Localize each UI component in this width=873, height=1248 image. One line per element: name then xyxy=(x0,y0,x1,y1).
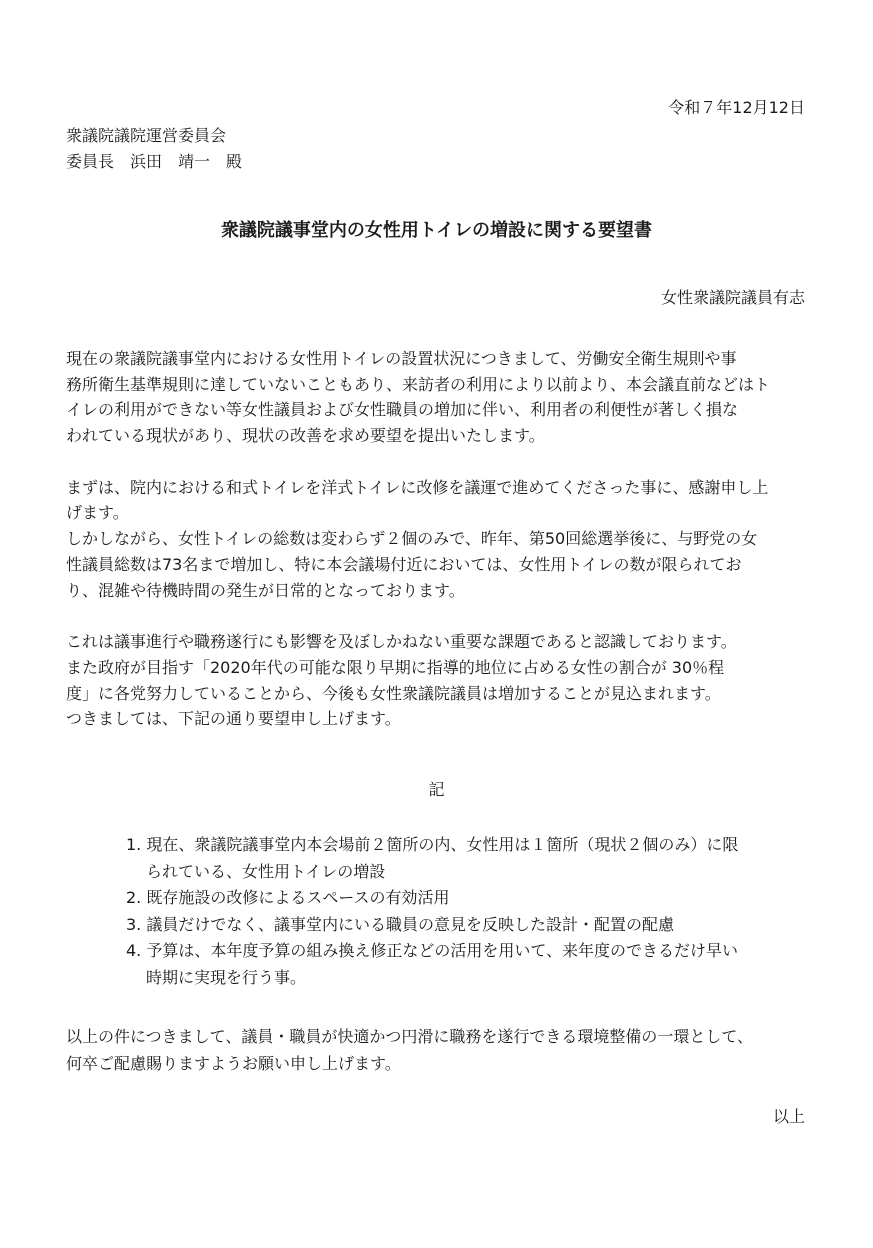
request-item-3 xyxy=(126,912,816,939)
request-item-2 xyxy=(126,885,816,912)
text-line: 性議員総数は73名まで増加し、特に本会議場付近においては、女性用トイレの数が限られてお xyxy=(66,554,742,574)
document-title: 衆議院議事堂内の女性用トイレの増設に関する要望書 xyxy=(220,220,653,241)
text-line: しかしながら、女性トイレの総数は変わらず２個のみで、昨年、第50回総選挙後に、与野党の女 xyxy=(66,529,758,549)
text-line: げます。 xyxy=(66,503,129,523)
request-line: 4. 予算は、本年度予算の組み換え修正などの活用を用いて、来年度のできるだけ早い xyxy=(126,941,739,960)
paragraph-2 xyxy=(66,475,806,603)
paragraph-3 xyxy=(66,629,806,732)
text-line: 何卒ご配慮賜りますようお願い申し上げます。 xyxy=(66,1054,401,1073)
ki-heading: 記 xyxy=(428,780,445,799)
text-line: り、混雑や待機時間の発生が日常的となっております。 xyxy=(66,580,465,600)
document-date: 令和７年12月12日 xyxy=(668,98,805,117)
paragraph-1 xyxy=(66,346,806,449)
text-line: イレの利用ができない等女性議員および女性職員の増加に伴い、利用者の利便性が著しく損な xyxy=(66,400,739,420)
closing-paragraph xyxy=(66,1023,753,1077)
request-item-4 xyxy=(126,938,816,991)
document-body xyxy=(66,346,806,758)
request-item-1 xyxy=(126,832,816,885)
text-line: また政府が目指す「2020年代の可能な限り早期に指導的地位に占める女性の割合が 30％程 xyxy=(66,657,725,677)
text-line: 現在の衆議院議事堂内における女性用トイレの設置状況につきまして、労働安全衛生規則や事 xyxy=(66,349,737,368)
addressee-block xyxy=(66,123,242,175)
text-line: われている現状があり、現状の改善を求め要望を提出いたします。 xyxy=(66,426,545,446)
text-line: つきましては、下記の通り要望申し上げます。 xyxy=(66,709,401,729)
addressee-organization: 衆議院議院運営委員会 xyxy=(66,126,227,145)
document-sender: 女性衆議院議員有志 xyxy=(660,288,805,307)
addressee-recipient: 委員長 浜田 靖一 殿 xyxy=(66,152,243,171)
text-line: 度」に各党努力していることから、今後も女性衆議院議員は増加することが見込まれます。 xyxy=(66,683,721,703)
text-line: 以上の件につきまして、議員・職員が快適かつ円滑に職務を遂行できる環境整備の一環として、 xyxy=(66,1027,754,1046)
request-line: られている、女性用トイレの増設 xyxy=(146,861,386,881)
request-list xyxy=(126,832,816,991)
text-line: まずは、院内における和式トイレを洋式トイレに改修を議運で進めてくださった事に、感謝申し上 xyxy=(66,477,769,497)
request-line: 1. 現在、衆議院議事堂内本会場前２箇所の内、女性用は１箇所（現状２個のみ）に限 xyxy=(126,835,739,854)
request-line: 時期に実現を行う事。 xyxy=(146,967,307,987)
request-line: 3. 議員だけでなく、議事堂内にいる職員の意見を反映した設計・配置の配慮 xyxy=(126,914,675,934)
text-line: 務所衛生基準規則に達していないこともあり、来訪者の利用により以前より、本会議直前などはト xyxy=(66,374,771,394)
end-mark: 以上 xyxy=(772,1107,805,1126)
request-line: 2. 既存施設の改修によるスペースの有効活用 xyxy=(126,888,450,907)
text-line: これは議事進行や職務遂行にも影響を及ぼしかねない重要な課題であると認識しております。 xyxy=(66,632,737,652)
